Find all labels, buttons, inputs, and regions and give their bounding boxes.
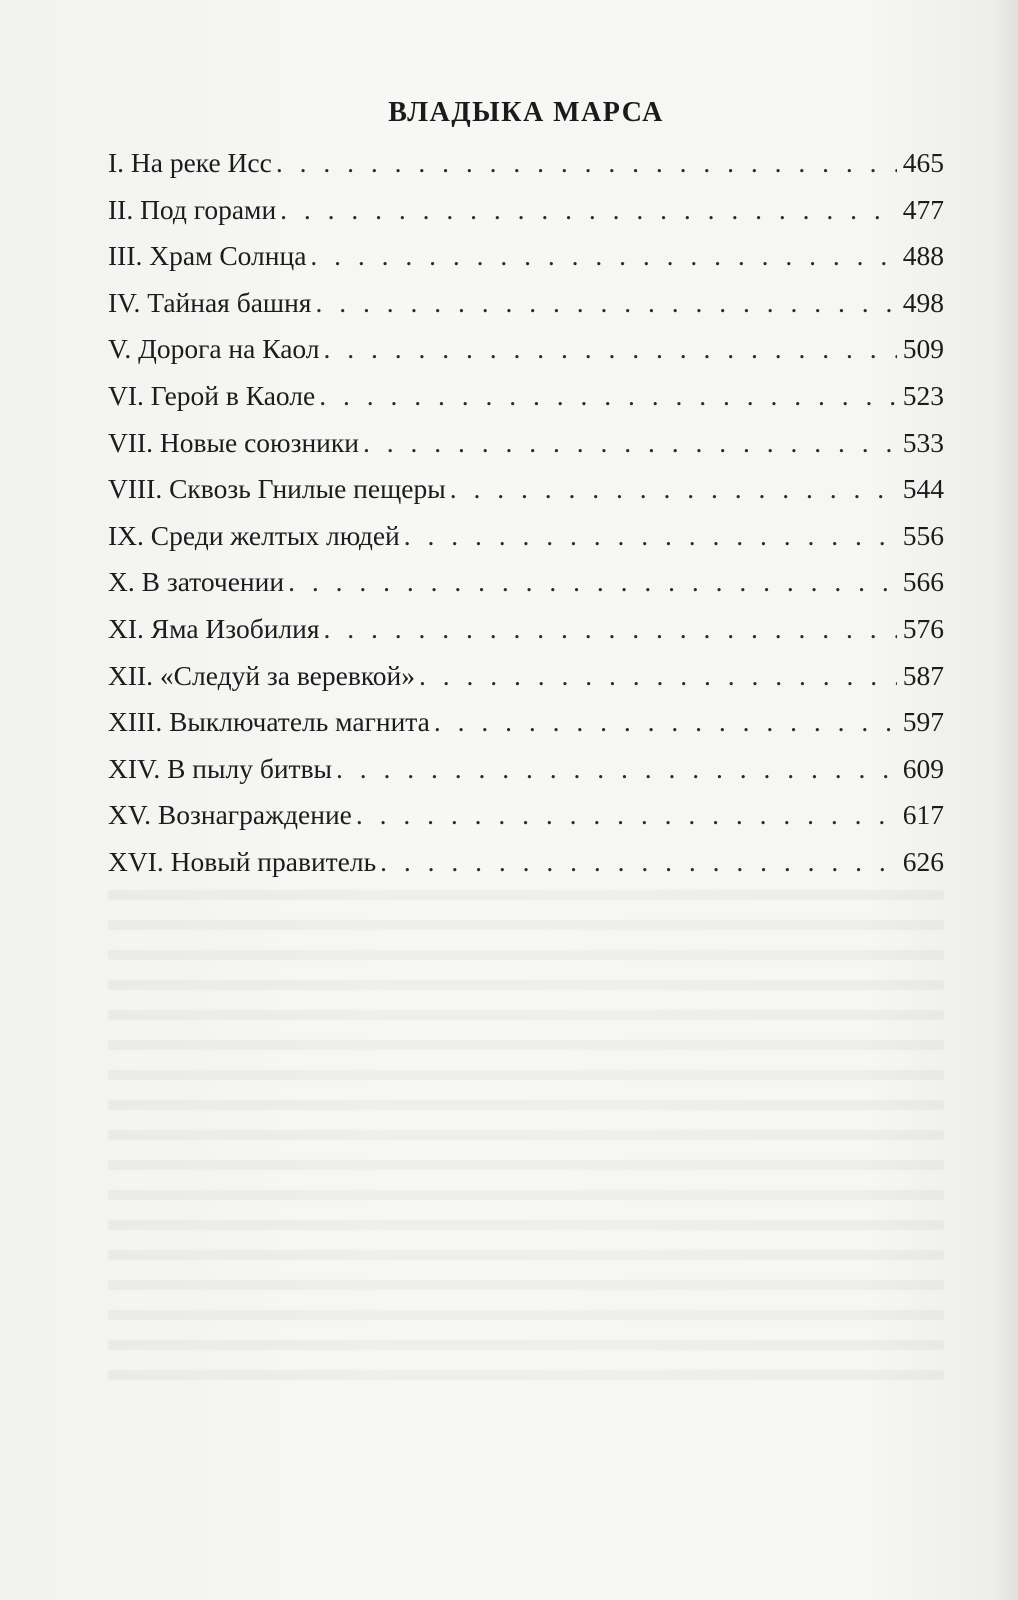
- entry-title: X. В заточении: [108, 566, 285, 598]
- toc-entry: [108, 380, 944, 427]
- entry-page-number: 556: [902, 519, 944, 551]
- toc-entry: [108, 753, 944, 800]
- entry-page-number: 477: [902, 193, 944, 225]
- entry-page-number: 465: [902, 147, 944, 178]
- entry-page-number: 509: [902, 333, 944, 365]
- dot-leader: [319, 380, 897, 412]
- dot-leader: [288, 566, 897, 598]
- entry-title: V. Дорога на Каол: [108, 333, 320, 365]
- toc-entry: [108, 846, 944, 893]
- dot-leader: [450, 473, 897, 505]
- entry-title: III. Храм Солнца: [108, 240, 307, 272]
- entry-title: IX. Среди желтых людей: [108, 519, 400, 551]
- entry-title: XI. Яма Изобилия: [108, 612, 320, 644]
- entry-page-number: 498: [902, 286, 944, 318]
- toc-entry: [108, 427, 944, 474]
- entry-title: VII. Новые союзники: [108, 426, 359, 458]
- entry-page-number: 597: [902, 706, 944, 738]
- entry-title: XIV. В пылу битвы: [108, 752, 333, 784]
- toc-entry: [108, 333, 944, 380]
- toc-entry: [108, 287, 944, 334]
- dot-leader: [434, 706, 897, 738]
- section-title: ВЛАДЫКА МАРСА: [388, 97, 664, 128]
- entry-page-number: 533: [902, 426, 944, 458]
- dot-leader: [310, 240, 896, 272]
- toc-entry: [108, 799, 944, 846]
- dot-leader: [380, 846, 897, 878]
- toc-entry: [108, 613, 944, 660]
- toc-entry: [108, 147, 944, 194]
- toc-entry: [108, 240, 944, 287]
- table-of-contents: [108, 147, 944, 893]
- entry-title: XII. «Следуй за веревкой»: [108, 659, 416, 691]
- entry-page-number: 609: [902, 752, 944, 784]
- entry-title: IV. Тайная башня: [108, 286, 312, 318]
- toc-entry: [108, 660, 944, 707]
- toc-entry: [108, 194, 944, 241]
- entry-title: VIII. Сквозь Гнилые пещеры: [108, 473, 446, 505]
- dot-leader: [419, 660, 897, 692]
- entry-page-number: 576: [902, 612, 944, 644]
- entry-title: VI. Герой в Каоле: [108, 379, 316, 411]
- entry-page-number: 523: [902, 379, 944, 411]
- toc-entry: [108, 520, 944, 567]
- dot-leader: [363, 427, 897, 459]
- toc-entry: [108, 566, 944, 613]
- entry-page-number: 587: [902, 659, 944, 691]
- dot-leader: [324, 613, 897, 645]
- dot-leader: [280, 194, 897, 226]
- dot-leader: [276, 147, 897, 179]
- dot-leader: [324, 333, 897, 365]
- entry-page-number: 488: [902, 240, 944, 272]
- entry-title: XIII. Выключатель магнита: [108, 706, 430, 738]
- entry-page-number: 566: [902, 566, 944, 598]
- entry-page-number: 544: [902, 473, 944, 505]
- entry-title: I. На реке Исс: [108, 147, 272, 178]
- page-shadow: [992, 0, 1018, 1600]
- entry-title: XV. Вознаграждение: [108, 799, 352, 831]
- show-through-background: [108, 870, 944, 1380]
- dot-leader: [356, 799, 897, 831]
- toc-entry: [108, 706, 944, 753]
- toc-entry: [108, 473, 944, 520]
- entry-page-number: 626: [902, 845, 944, 877]
- entry-page-number: 617: [902, 799, 944, 831]
- entry-title: XVI. Новый правитель: [108, 845, 377, 877]
- dot-leader: [404, 520, 897, 552]
- dot-leader: [336, 753, 897, 785]
- entry-title: II. Под горами: [108, 193, 277, 225]
- dot-leader: [315, 287, 896, 319]
